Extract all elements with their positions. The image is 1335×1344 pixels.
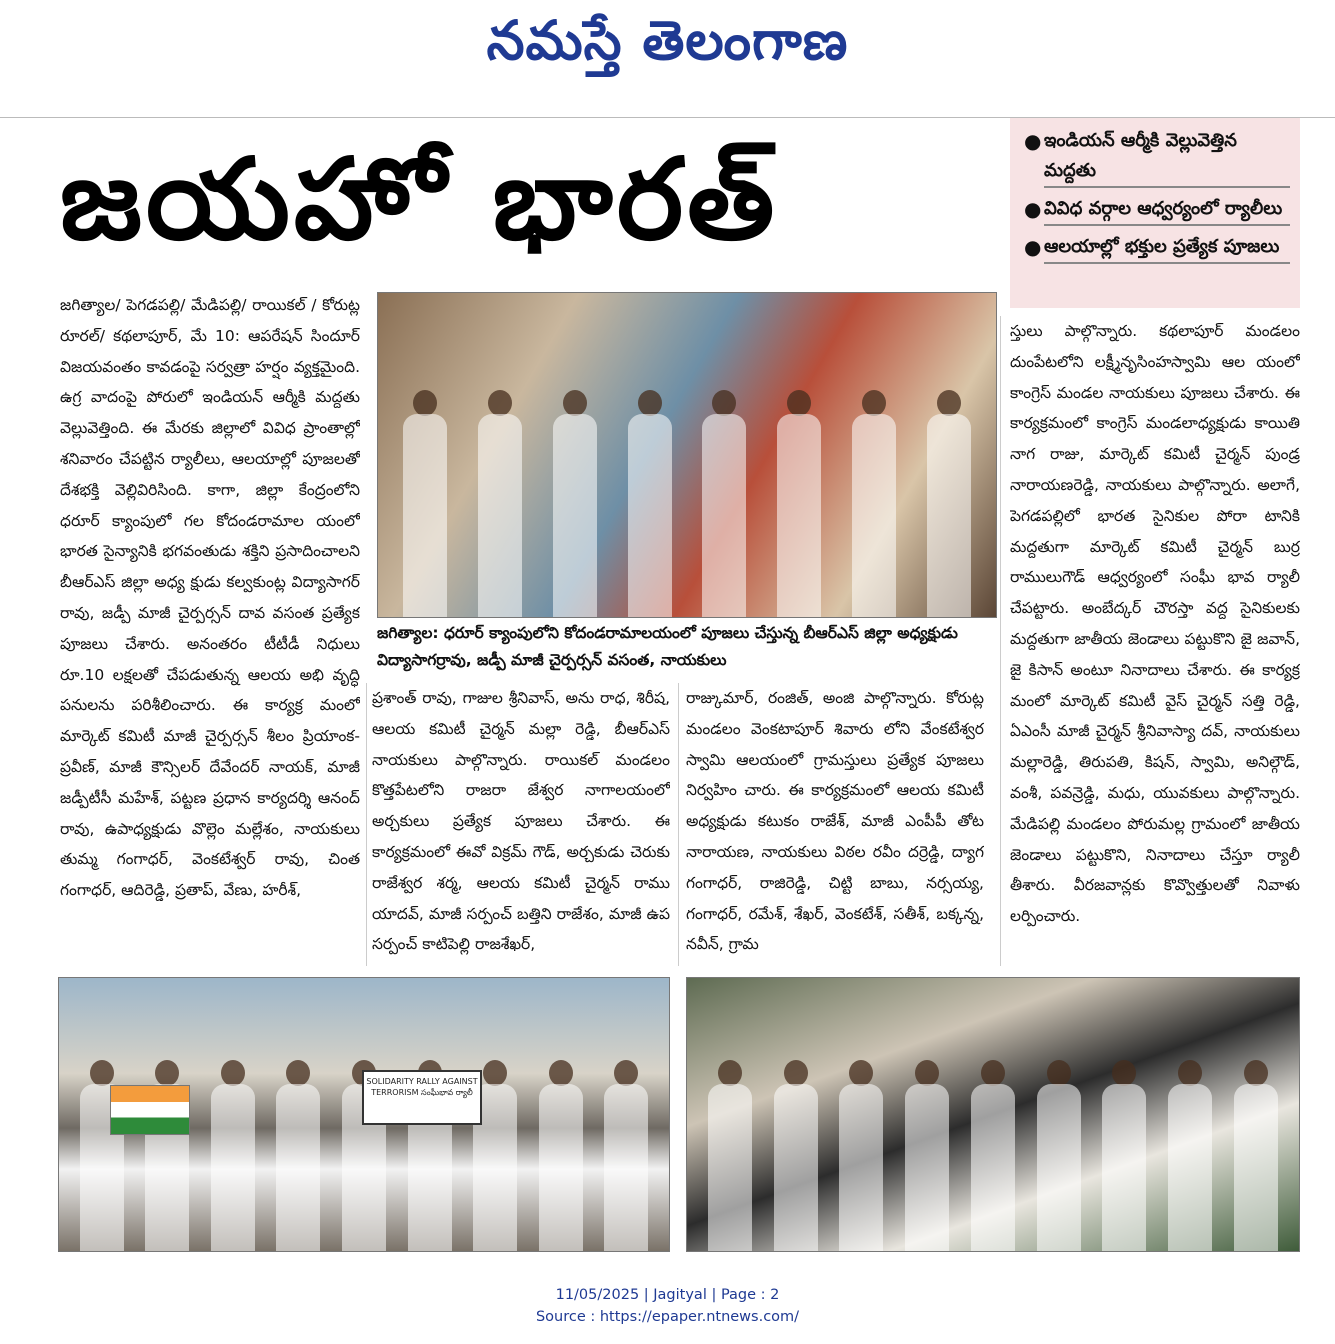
newspaper-logo: నమస్తే తెలంగాణ — [486, 8, 849, 72]
column-divider — [1000, 316, 1001, 966]
bullet-icon: ● — [1024, 235, 1042, 259]
village-prayer-photo — [686, 977, 1300, 1252]
highlights-box — [1010, 118, 1300, 308]
photo-caption: జగిత్యాల: ధరూర్ క్యాంపులోని కోదండరామాలయంలో పూజలు చేస్తున్న బీఆర్ఎస్ జిల్లా అధ్యక్షుడు విద్యాసాగర్రావు, జడ్పీ మాజీ చైర్పర్సన్ వసంత, నాయకులు — [377, 624, 958, 669]
bullet-icon: ● — [1024, 197, 1042, 221]
temple-puja-photo — [377, 292, 997, 618]
article-column-2: ప్రశాంత్ రావు, గాజుల శ్రీనివాస్, అను రాధ, శిరీష, ఆలయ కమిటీ చైర్మన్ మల్లా రెడ్డి, బీఆర్ఎస్ నాయకులు పాల్గొన్నారు. రాయికల్ మండలం కొత్తపేటలోని రాజరా జేశ్వర నాగాలయంలో అర్చకులు ప్రత్యేక పూజలు చేశారు. ఈ కార్యక్రమంలో ఈవో విక్రమ్ గౌడ్, అర్చకుడు చెరుకు రాజేశ్వర శర్మ, ఆలయ కమిటీ చైర్మన్ రాము యాదవ్, మాజీ సర్పంచ్ బత్తిని రాజేశం, మాజీ ఉప సర్పంచ్ కాటిపెల్లి రాజశేఖర్, — [372, 689, 670, 954]
highlight-item: ● వివిధ వర్గాల ఆధ్వర్యంలో ర్యాలీలు — [1024, 194, 1290, 226]
edition-info: 11/05/2025 | Jagityal | Page : 2 — [555, 1287, 780, 1303]
masthead — [0, 0, 1335, 80]
source-link[interactable]: Source : https://epaper.ntnews.com/ — [535, 1309, 800, 1325]
article-column-3: రాజ్కుమార్, రంజిత్, అంజి పాల్గొన్నారు. కోరుట్ల మండలం వెంకటాపూర్ శివారు లోని వేంకటేశ్వర స్వామి ఆలయంలో గ్రామస్తులు ప్రత్యేక పూజలు నిర్వహిం చారు. ఈ కార్యక్రమంలో ఆలయ కమిటీ అధ్యక్షుడు కటుకం రాజేశ్, మాజీ ఎంపీపీ తోట నారాయణ, నాయకులు విఠల రవీం దర్రెడ్డి, ద్యాగ గంగాధర్, రాజిరెడ్డి, చిట్టి బాబు, నర్సయ్య, గంగాధర్, రమేశ్, శేఖర్, వెంకటేశ్, సతీశ్, బక్కన్న, నవీన్, గ్రామ — [686, 689, 984, 954]
column-divider — [678, 683, 679, 966]
headline: జయహో భారత్ — [60, 135, 779, 265]
article-column-1: జగిత్యాల/ పెగడపల్లి/ మేడిపల్లి/ రాయికల్ / కోరుట్ల రూరల్/ కథలాపూర్, మే 10: ఆపరేషన్ సిందూర్ విజయవంతం కావడంపై సర్వత్రా హర్షం వ్యక్తమైంది. ఉగ్ర వాదంపై పోరులో ఇండియన్ ఆర్మీకి మద్దతు వెల్లువెత్తింది. ఈ మేరకు జిల్లాలో వివిధ ప్రాంతాల్లో శనివారం చేపట్టిన ర్యాలీలు, ఆలయాల్లో పూజలతో దేశభక్తి వెల్లివిరిసింది. కాగా, జిల్లా కేంద్రంలోని ధరూర్ క్యాంపులో గల కోదండరామాల యంలో భారత సైన్యానికి భగవంతుడు శక్తిని ప్రసాదించాలని బీఆర్ఎస్ జిల్లా అధ్య క్షుడు కల్వకుంట్ల విద్యాసాగర్ రావు, జడ్పీ మాజీ చైర్పర్సన్ దావ వసంత ప్రత్యేక పూజలు చేశారు. అనంతరం టీటీడీ నిధులు రూ.10 లక్షలతో చేపడుతున్న ఆలయ అభి వృద్ధి పనులను పరిశీలించారు. ఈ కార్యక్ర మంలో మార్కెట్ కమిటీ మాజీ చైర్పర్సన్ శీలం ప్రియాంక-ప్రవీణ్, మాజీ కౌన్సిలర్ దేవేందర్ నాయక్, మాజీ జడ్పీటీసీ మహేశ్, పట్టణ ప్రధాన కార్యదర్శి ఆనంద్ రావు, ఉపాధ్యక్షుడు వొల్లెం మల్లేశం, నాయకులు తుమ్మ గంగాధర్, వెంకటేశ్వర్ రావు, చింత గంగాధర్, ఆదిరెడ్డి, ప్రతాప్, వేణు, హరీశ్, — [60, 296, 360, 900]
column-divider — [366, 683, 367, 966]
page-footer — [0, 1284, 1335, 1328]
bullet-icon: ● — [1024, 129, 1042, 153]
highlight-item: ● ఇండియన్ ఆర్మీకి వెల్లువెత్తిన మద్దతు — [1024, 126, 1290, 188]
highlight-item: ● ఆలయాల్లో భక్తుల ప్రత్యేక పూజలు — [1024, 232, 1290, 264]
rally-banner: SOLIDARITY RALLY AGAINST TERRORISM సంఘీభావ ర్యాలీ — [362, 1070, 482, 1125]
national-flag — [110, 1085, 190, 1135]
article-column-4: స్తులు పాల్గొన్నారు. కథలాపూర్ మండలం దుంపేటలోని లక్ష్మీనృసింహస్వామి ఆల యంలో కాంగ్రెస్ మండల నాయకులు పూజలు చేశారు. ఈ కార్యక్రమంలో కాంగ్రెస్ మండలాధ్యక్షుడు కాయితి నాగ రాజు, మార్కెట్ కమిటీ చైర్మన్ పుండ్ర నారాయణరెడ్డి, నాయకులు పాల్గొన్నారు. అలాగే, పెగడపల్లిలో భారత సైనికుల పోరా టానికి మద్దతుగా మార్కెట్ కమిటీ చైర్మన్ బుర్ర రాములుగౌడ్ ఆధ్వర్యంలో సంఘీ భావ ర్యాలీ చేపట్టారు. అంబేద్కర్ చౌరస్తా వద్ద సైనికులకు మద్దతుగా జాతీయ జెండాలు పట్టుకొని జై జవాన్, జై కిసాన్ అంటూ నినాదాలు చేశారు. ఈ కార్యక్ర మంలో మార్కెట్ కమిటీ వైస్ చైర్మన్ సత్తి రెడ్డి, ఏఎంసీ మాజీ చైర్మన్ శ్రీనివాస్యా దవ్, నాయకులు మల్లారెడ్డి, తిరుపతి, కిషన్, స్వామి, అనిల్గౌడ్, వంశీ, పవన్రెడ్డి, మధు, యువకులు పాల్గొన్నారు. మేడిపల్లి మండలం పోరుమల్ల గ్రామంలో జాతీయ జెండాలు పట్టుకొని, నినాదాలు చేస్తూ ర్యాలీ తీశారు. వీరజవాన్లకు కొవ్వొత్తులతో నివాళు లర్పించారు. — [1010, 322, 1300, 926]
